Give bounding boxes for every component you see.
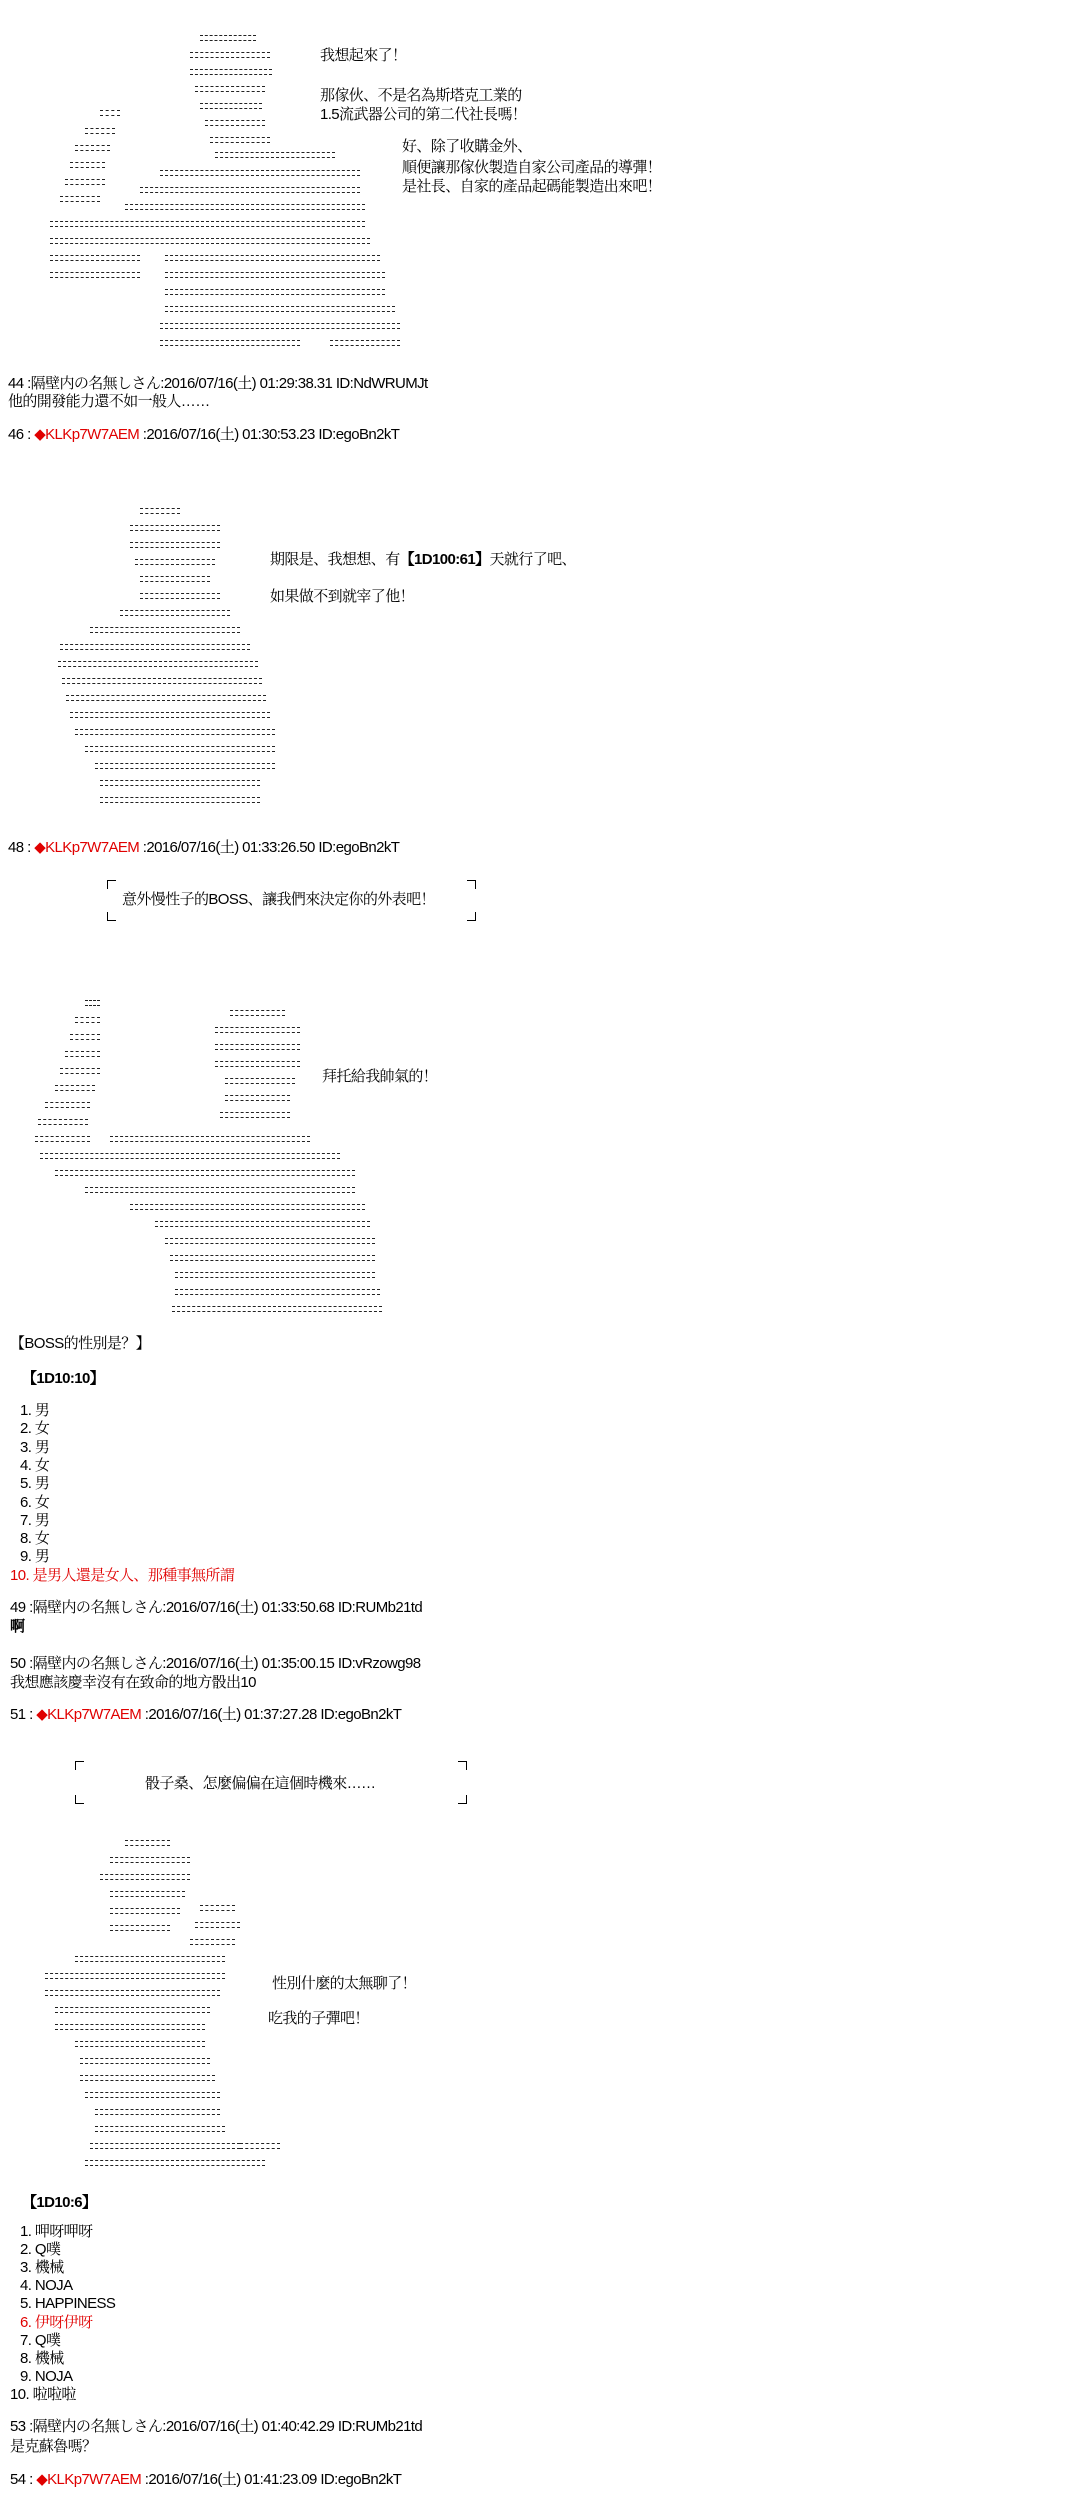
poll-item: 1. 呷呀呷呀 [20, 2223, 93, 2240]
post-meta: :2016/07/16(土) 01:33:50.68 ID:RUMb21td [162, 1599, 423, 1616]
ascii-art-row [60, 644, 250, 650]
ascii-art-row [50, 238, 370, 244]
bracket-bottom-right [458, 1795, 467, 1804]
post-header [8, 426, 399, 444]
ascii-art-row [110, 1925, 170, 1931]
poll-item: 5. HAPPINESS [20, 2295, 116, 2313]
post-meta: :2016/07/16(土) 01:29:38.31 ID:NdWRUMJt [160, 375, 428, 392]
bracket-top-left [107, 880, 116, 889]
ascii-art-row [130, 525, 220, 531]
ascii-art-row [65, 179, 105, 185]
ascii-art-row [125, 204, 365, 210]
bracket-bottom-right [467, 912, 476, 921]
poll-item: 7. 男 [20, 1511, 50, 1529]
speech-text: 期限是、我想想、有 [270, 551, 400, 568]
post-number: 44 [8, 375, 24, 392]
post-header [10, 1706, 401, 1724]
ascii-art-row [80, 2075, 215, 2081]
ascii-art-row [95, 2109, 220, 2115]
diamond-icon: ◆ [36, 1706, 48, 1723]
ascii-art-row [200, 103, 262, 109]
ascii-art-row [195, 86, 265, 92]
tripcode-name: KLKp7W7AEM [47, 1706, 142, 1723]
poll-item: 6. 伊呀伊呀 [20, 2313, 93, 2331]
ascii-art-row [75, 1956, 225, 1962]
ascii-art-row [95, 763, 275, 769]
ascii-art-row [85, 746, 275, 752]
poll-item: 8. 機械 [20, 2349, 64, 2367]
bracket-top-right [458, 1761, 467, 1770]
ascii-art-row [85, 2092, 220, 2098]
ascii-art-row [240, 2143, 280, 2149]
speech-line: 性別什麼的太無聊了！ [272, 1975, 417, 1992]
ascii-art-row [80, 2058, 210, 2064]
post-body: 他的開發能力還不如一般人…… [8, 393, 210, 410]
ascii-art-row [95, 2126, 225, 2132]
ascii-art-row [60, 1068, 100, 1074]
poll-item: 3. 機械 [20, 2259, 64, 2277]
ascii-art-row [110, 1891, 185, 1897]
ascii-art-row [50, 272, 140, 278]
ascii-art-row [75, 145, 110, 151]
ascii-art-row [45, 1102, 90, 1108]
diamond-icon: ◆ [36, 2471, 48, 2488]
ascii-art-row [85, 1000, 100, 1006]
ascii-art-row [55, 2007, 210, 2013]
ascii-art-row [165, 289, 385, 295]
ascii-art-row [40, 1153, 340, 1159]
poll-title: 【BOSS的性別是？】 [10, 1335, 151, 1352]
post-header [8, 375, 428, 393]
ascii-art-row [135, 559, 215, 565]
ascii-art-row [110, 1857, 190, 1863]
ascii-art-row [85, 1187, 355, 1193]
diamond-icon: ◆ [34, 426, 46, 443]
ascii-art-row [165, 255, 380, 261]
dice-roll: 【1D100:61】 [399, 551, 490, 568]
post-header [10, 1655, 420, 1673]
ascii-art-row [330, 340, 400, 346]
post-number: 46 [8, 426, 24, 443]
speech-line: 拜托給我帥氣的！ [322, 1068, 438, 1085]
ascii-art-row [100, 797, 260, 803]
ascii-art-row [75, 729, 275, 735]
ascii-art-row [165, 306, 395, 312]
post-number: 51 [10, 1706, 26, 1723]
ascii-art-row [55, 1085, 95, 1091]
ascii-art-row [100, 110, 120, 116]
speech-line: 吃我的子彈吧！ [268, 2010, 369, 2027]
post-meta: :2016/07/16(土) 01:41:23.09 ID:egoBn2kT [141, 2471, 402, 2488]
ascii-art-row [55, 2024, 205, 2030]
ascii-art-row [65, 1051, 100, 1057]
bracket-bottom-left [107, 912, 116, 921]
speech-line: 我想起來了！ [320, 47, 407, 64]
dice-roll: 【1D10:6】 [22, 2194, 97, 2211]
separator: : [25, 1655, 33, 1672]
ascii-art-row [165, 272, 385, 278]
poll-item: 7. Q噗 [20, 2331, 61, 2349]
separator: : [25, 1706, 37, 1723]
post-body: 我想應該慶幸沒有在致命的地方骰出10 [10, 1674, 256, 1691]
poll-item: 8. 女 [20, 1530, 50, 1548]
ascii-art-row [130, 1204, 365, 1210]
ascii-art-row [45, 1990, 220, 1996]
post-header [10, 1599, 422, 1617]
ascii-art-row [210, 137, 270, 143]
ascii-art-row [90, 627, 240, 633]
ascii-art-row [140, 593, 220, 599]
ascii-art-row [140, 187, 360, 193]
post-number: 49 [10, 1599, 26, 1616]
ascii-art-row [200, 1905, 235, 1911]
ascii-art-row [85, 2160, 265, 2166]
ascii-art-row [215, 1061, 300, 1067]
speech-line: 好、除了收購金外、 [402, 138, 532, 155]
ascii-art-row [230, 1010, 285, 1016]
bracket-bottom-left [75, 1795, 84, 1804]
speech-line: 1.5流武器公司的第二代社長嗎！ [320, 106, 527, 123]
ascii-art-row [58, 661, 258, 667]
separator: : [23, 839, 35, 856]
ascii-art-row [215, 1044, 300, 1050]
post-number: 53 [10, 2418, 26, 2435]
ascii-art-row [60, 196, 100, 202]
post-meta: :2016/07/16(土) 01:40:42.29 ID:RUMb21td [162, 2418, 423, 2435]
ascii-art-row [160, 340, 300, 346]
ascii-art-row [110, 1908, 180, 1914]
poster-name: 隔壁内の名無しさん [30, 375, 161, 392]
speech-line [270, 551, 576, 569]
ascii-art-row [125, 1840, 170, 1846]
speech-line: 是社長、自家的產品起碼能製造出來吧！ [402, 178, 662, 195]
post-number: 48 [8, 839, 24, 856]
ascii-art-row [160, 170, 360, 176]
ascii-art-row [35, 1136, 90, 1142]
ascii-art-row [175, 1272, 375, 1278]
ascii-art-row [140, 508, 180, 514]
poll-item: 2. Q噗 [20, 2241, 61, 2259]
ascii-art-row [220, 1112, 290, 1118]
post-number: 50 [10, 1655, 26, 1672]
speech-line: 如果做不到就宰了他！ [270, 588, 415, 605]
poster-name: 隔壁内の名無しさん [32, 1599, 163, 1616]
speech-text: 天就行了吧、 [489, 551, 576, 568]
separator: : [25, 2471, 37, 2488]
ascii-art-row [140, 576, 210, 582]
post-header [10, 2471, 401, 2489]
tripcode-name: KLKp7W7AEM [45, 839, 140, 856]
ascii-art-row [50, 255, 140, 261]
ascii-art-row [172, 1306, 382, 1312]
ascii-art-row [50, 221, 365, 227]
ascii-art-row [85, 128, 115, 134]
ascii-art-row [225, 1095, 290, 1101]
poll-item: 1. 男 [20, 1402, 50, 1419]
post-meta: :2016/07/16(土) 01:35:00.15 ID:vRzowg98 [162, 1655, 421, 1672]
ascii-art-row [130, 542, 220, 548]
post-number: 54 [10, 2471, 26, 2488]
ascii-art-row [190, 69, 272, 75]
poll-item: 9. NOJA [20, 2367, 73, 2385]
poster-name: 隔壁内の名無しさん [32, 1655, 163, 1672]
poster-name: 隔壁内の名無しさん [32, 2418, 163, 2435]
ascii-art-row [70, 162, 105, 168]
ascii-art-row [45, 1973, 225, 1979]
ascii-art-row [195, 1922, 240, 1928]
ascii-art-row [70, 1034, 100, 1040]
ascii-art-row [190, 1939, 235, 1945]
poll-item: 10. 是男人還是女人、那種事無所謂 [10, 1566, 235, 1584]
speech-line: 順便讓那傢伙製造自家公司產品的導彈！ [402, 159, 662, 176]
poll-item: 5. 男 [20, 1475, 50, 1493]
post-meta: :2016/07/16(土) 01:30:53.23 ID:egoBn2kT [139, 426, 400, 443]
speech-line: 那傢伙、不是名為斯塔克工業的 [320, 87, 522, 104]
ascii-art-row [205, 120, 265, 126]
poll-item: 10. 啦啦啦 [10, 2385, 76, 2403]
ascii-art-row [100, 1874, 190, 1880]
separator: : [23, 375, 31, 392]
ascii-art-row [190, 52, 270, 58]
ascii-art-row [200, 35, 256, 41]
quote-text: 骰子桑、怎麼偏偏在這個時機來…… [145, 1775, 376, 1792]
poll-item: 3. 男 [20, 1438, 50, 1456]
dice-roll: 【1D10:10】 [22, 1370, 105, 1387]
poll-item: 4. NOJA [20, 2277, 73, 2295]
diamond-icon: ◆ [34, 839, 46, 856]
tripcode-name: KLKp7W7AEM [47, 2471, 142, 2488]
poll-item: 2. 女 [20, 1420, 50, 1438]
post-header [8, 839, 399, 857]
poll-item: 6. 女 [20, 1493, 50, 1511]
tripcode-name: KLKp7W7AEM [45, 426, 140, 443]
ascii-art-row [75, 1017, 100, 1023]
ascii-art-row [215, 152, 335, 158]
poll-item: 4. 女 [20, 1456, 50, 1474]
ascii-art-row [100, 780, 260, 786]
ascii-art-row [120, 610, 230, 616]
ascii-art-row [62, 678, 262, 684]
ascii-art-row [55, 1170, 355, 1176]
post-body: 啊 [10, 1618, 25, 1635]
separator: : [25, 2418, 33, 2435]
post-header [10, 2418, 422, 2436]
ascii-art-row [38, 1119, 88, 1125]
bracket-top-right [467, 880, 476, 889]
ascii-art-row [225, 1078, 295, 1084]
ascii-art-row [110, 1136, 310, 1142]
ascii-art-row [160, 323, 400, 329]
post-meta: :2016/07/16(土) 01:37:27.28 ID:egoBn2kT [141, 1706, 402, 1723]
ascii-art-row [215, 1027, 300, 1033]
ascii-art-row [90, 2143, 240, 2149]
quote-text: 意外慢性子的BOSS、讓我們來決定你的外表吧！ [122, 891, 435, 908]
separator: : [23, 426, 35, 443]
ascii-art-row [155, 1221, 370, 1227]
ascii-art-row [165, 1238, 375, 1244]
ascii-art-row [170, 1255, 375, 1261]
poll-item: 9. 男 [20, 1548, 50, 1566]
post-meta: :2016/07/16(土) 01:33:26.50 ID:egoBn2kT [139, 839, 400, 856]
separator: : [25, 1599, 33, 1616]
ascii-art-row [175, 1289, 380, 1295]
bracket-top-left [75, 1761, 84, 1770]
ascii-art-row [66, 695, 266, 701]
ascii-art-row [70, 712, 270, 718]
post-body: 是克蘇魯嗎？ [10, 2438, 97, 2455]
ascii-art-row [75, 2041, 205, 2047]
